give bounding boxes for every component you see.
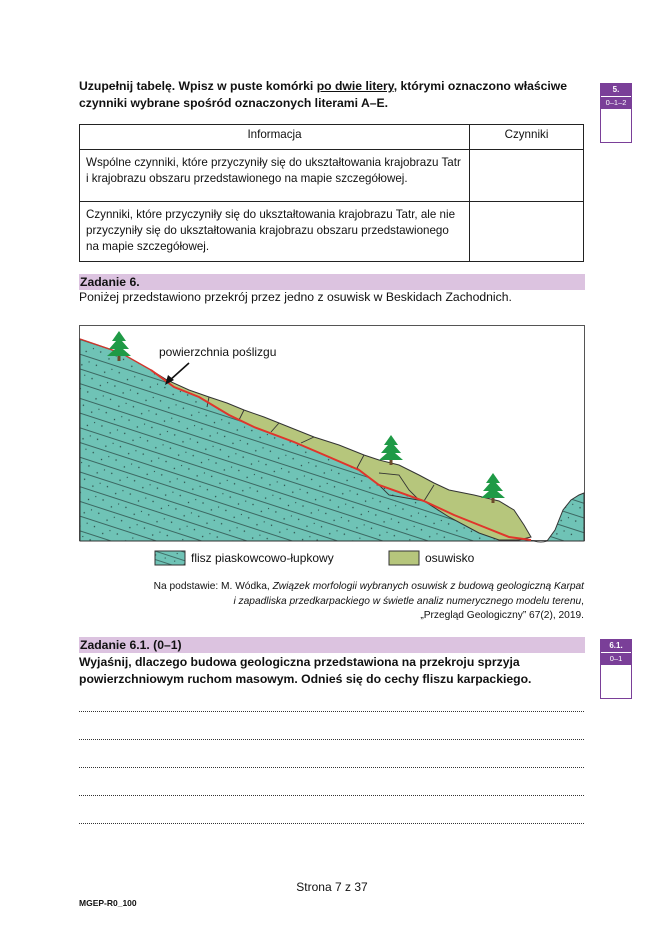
cross-section-svg [79,325,585,575]
task5-instruction: Uzupełnij tabelę. Wpisz w puste komórki po dwie litery, którymi oznaczono właściwe czynniki wybrane spośród oznaczonych literami A–E. [79,79,568,110]
legend-landslide [389,551,475,565]
task5-table [79,124,584,262]
table-header-row [80,125,584,150]
score-box-blank [601,109,631,142]
score-box-number: 6.1. [601,640,631,652]
task61-title-bar: Zadanie 6.1. (0–1) [79,637,585,653]
legend-label-flysch: flisz piaskowcowo-łupkowy [191,551,334,565]
task6-title-bar: Zadanie 6. [79,274,585,290]
table-header-factors: Czynniki [470,125,584,150]
valley-bottom [534,541,547,542]
slip-surface-label: powierzchnia poślizgu [159,345,277,359]
score-box-points: 0–1 [601,652,631,665]
answer-line[interactable] [79,794,584,796]
table-cell-info: Czynniki, które przyczyniły się do ukształtowania krajobrazu Tatr, ale nie przyczyniły się do ukształtowania krajobrazu obszaru przedstawionego na mapie szczegółowej. [80,202,470,262]
score-box-number: 5. [601,84,631,96]
answer-line[interactable] [79,710,584,712]
instruction-emphasis: po dwie litery [316,79,394,93]
table-cell-info: Wspólne czynniki, które przyczyniły się do ukształtowania krajobrazu Tatr i krajobrazu obszaru przedstawionego na mapie szczegółowej. [80,150,470,202]
legend-label-landslide: osuwisko [425,551,475,565]
score-box-points: 0–1–2 [601,96,631,109]
answer-cell[interactable] [470,150,584,202]
answer-cell[interactable] [470,202,584,262]
task6-intro: Poniżej przedstawiono przekrój przez jedno z osuwisk w Beskidach Zachodnich. [79,290,512,304]
answer-line[interactable] [79,766,584,768]
exam-code: MGEP-R0_100 [79,898,137,908]
table-row [80,150,584,202]
score-box-blank [601,665,631,698]
score-box-task61 [600,639,632,699]
task61-question: Wyjaśnij, dlaczego budowa geologiczna przedstawiona na przekroju sprzyja powierzchniowym ruchom masowym. Odnieś się do cechy fliszu karpackiego. [79,655,532,686]
table-header-info: Informacja [80,125,470,150]
figure-source: Na podstawie: M. Wódka, Związek morfologii wybranych osuwisk z budową geologiczną Karpat i zapadliska przedkarpackiego w świetle analiz numerycznego modelu terenu, „Przegląd Geologiczny” 67(2), 2019. [153,581,584,621]
cross-section-figure [79,325,585,580]
legend-swatch-landslide [389,551,419,565]
page-number: Strona 7 z 37 [296,880,368,894]
legend-swatch-flysch [155,551,185,565]
answer-line[interactable] [79,822,584,824]
legend-flysch [155,551,334,565]
table-row [80,202,584,262]
score-box-task5 [600,83,632,143]
answer-line[interactable] [79,738,584,740]
